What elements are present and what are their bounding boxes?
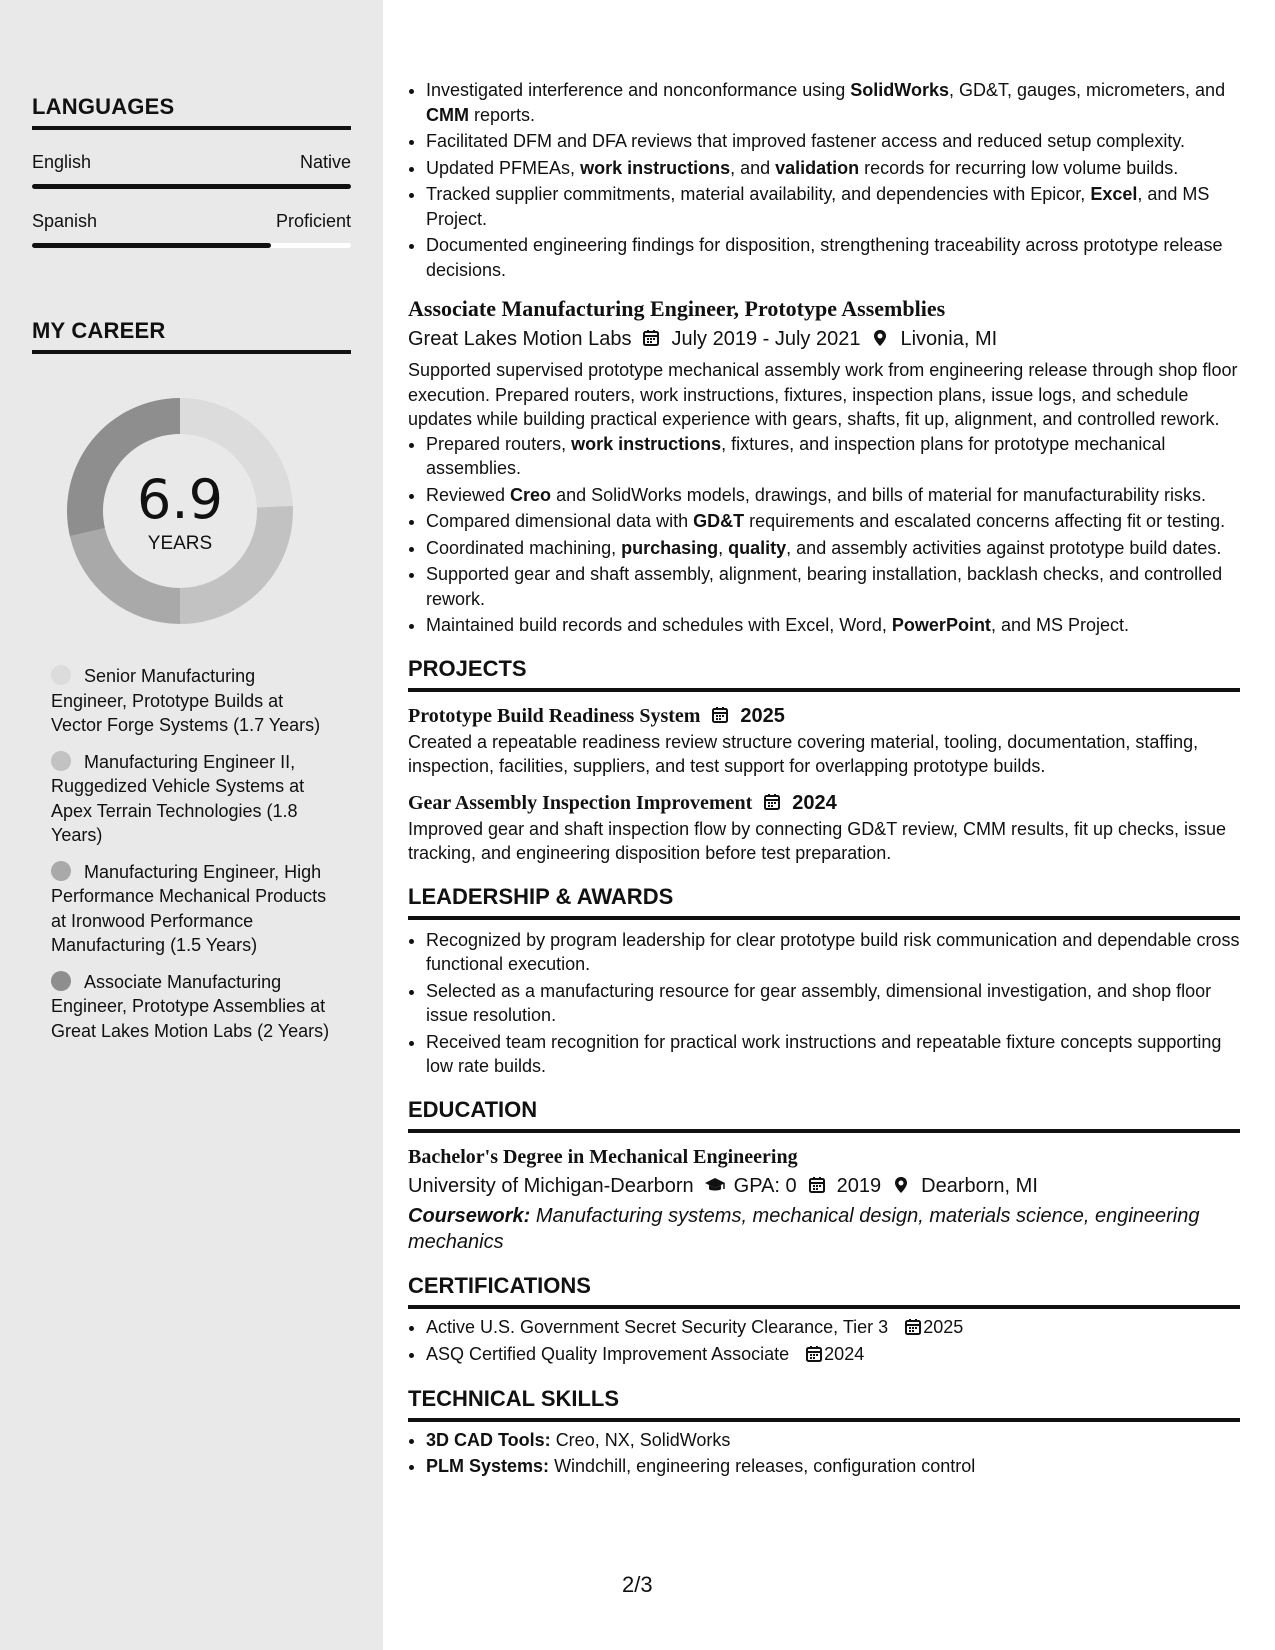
bullet-item: • Supported gear and shaft assembly, alignment, bearing installation, backlash checks, and controlled rework. — [426, 562, 1240, 611]
project-year: 2024 — [792, 791, 837, 814]
certification-item — [426, 1315, 1240, 1341]
job-bullets — [408, 432, 1240, 638]
skills-heading: TECHNICAL SKILLS — [408, 1384, 1240, 1422]
coursework-text: Manufacturing systems, mechanical design, materials science, engineering mechanics — [408, 1204, 1200, 1253]
job-dates: July 2019 - July 2021 — [671, 328, 861, 350]
bullet-item: • Coordinated machining, purchasing, quality, and assembly activities against prototype build dates. — [426, 536, 1240, 561]
sidebar-content — [32, 94, 351, 1055]
career-legend-text: Senior Manufacturing Engineer, Prototype Builds at Vector Forge Systems (1.7 Years) — [51, 666, 321, 735]
languages-heading: LANGUAGES — [32, 94, 351, 130]
calendar-icon — [710, 702, 730, 730]
career-section — [32, 318, 351, 1043]
career-legend-item — [51, 970, 331, 1044]
bullet-item: • Prepared routers, work instructions, fixtures, and inspection plans for prototype mechanical assemblies. — [426, 432, 1240, 481]
previous-job-bullets — [408, 78, 1240, 282]
languages-list — [32, 152, 351, 248]
leadership-list — [408, 928, 1240, 1079]
bullet-item: • Reviewed Creo and SolidWorks models, drawings, and bills of material for manufacturability risks. — [426, 483, 1240, 508]
certification-name: Active U.S. Government Secret Security Clearance, Tier 3 — [426, 1316, 889, 1337]
donut-center — [65, 396, 295, 555]
calendar-icon — [641, 324, 661, 354]
skill-label: 3D CAD Tools: — [426, 1429, 551, 1450]
skill-item — [426, 1428, 1240, 1453]
legend-dot — [51, 665, 71, 685]
skill-label: PLM Systems: — [426, 1456, 550, 1476]
job-company: Great Lakes Motion Labs — [408, 328, 632, 350]
coursework-label: Coursework: — [408, 1204, 531, 1227]
bullet-item: • Compared dimensional data with GD&T requirements and escalated concerns affecting fit or testing. — [426, 509, 1240, 534]
career-total-years: 6.9 — [137, 468, 223, 531]
job-meta — [408, 324, 1240, 354]
certification-year: 2025 — [923, 1316, 964, 1337]
language-row — [32, 211, 351, 233]
career-heading: MY CAREER — [32, 318, 351, 354]
job-summary: Supported supervised prototype mechanical assembly work from engineering release through shop floor execution. Prepared routers, work instructions, fixtures, inspection plans, issue logs, and schedule updates while building practical experience with gears, shafts, fit up, alignment, and controlled rework. — [408, 360, 1238, 429]
calendar-icon — [762, 789, 782, 817]
language-level: Proficient — [275, 211, 351, 231]
career-unit-label: YEARS — [147, 533, 213, 554]
career-donut-chart — [65, 396, 295, 626]
skills-list — [408, 1428, 1240, 1479]
bullet-item: • Received team recognition for practical work instructions and repeatable fixture concepts supporting low rate builds. — [426, 1030, 1240, 1079]
bullet-item: • Tracked supplier commitments, material availability, and dependencies with Epicor, Excel, and MS Project. — [426, 182, 1240, 231]
certifications-heading: CERTIFICATIONS — [408, 1271, 1240, 1309]
education-heading: EDUCATION — [408, 1095, 1240, 1133]
language-name: English — [32, 152, 92, 172]
sidebar — [0, 0, 383, 1650]
coursework — [408, 1203, 1240, 1255]
projects-list — [408, 702, 1240, 866]
project-title: Prototype Build Readiness System — [408, 704, 701, 727]
legend-dot — [51, 861, 71, 881]
career-legend — [51, 664, 331, 1043]
career-legend-item — [51, 664, 331, 738]
project-title-row — [408, 702, 1240, 730]
project-description: Improved gear and shaft inspection flow by connecting GD&T review, CMM results, fit up checks, issue tracking, and engineering disposition before test preparation. — [408, 818, 1227, 863]
legend-dot — [51, 971, 71, 991]
job-title: Associate Manufacturing Engineer, Prototype Assemblies — [408, 296, 946, 321]
project-item — [408, 702, 1240, 779]
project-title-row — [408, 789, 1240, 817]
project-title: Gear Assembly Inspection Improvement — [408, 791, 753, 814]
projects-heading: PROJECTS — [408, 654, 1240, 692]
education-location: Dearborn, MI — [921, 1174, 1038, 1197]
project-year: 2025 — [740, 704, 785, 727]
language-name: Spanish — [32, 211, 98, 231]
map-pin-icon — [891, 1171, 911, 1201]
education-year: 2019 — [836, 1174, 882, 1197]
bullet-item: • Documented engineering findings for disposition, strengthening traceability across prototype release decisions. — [426, 233, 1240, 282]
bullet-item: • Investigated interference and nonconformance using SolidWorks, GD&T, gauges, micrometers, and CMM reports. — [426, 78, 1240, 127]
career-legend-text: Manufacturing Engineer II, Ruggedized Vehicle Systems at Apex Terrain Technologies (1.8 Years) — [51, 751, 305, 845]
career-legend-text: Associate Manufacturing Engineer, Prototype Assemblies at Great Lakes Motion Labs (2 Years) — [51, 971, 330, 1041]
job-location: Livonia, MI — [900, 328, 998, 350]
language-proficiency-bar — [32, 184, 351, 189]
career-legend-item — [51, 860, 331, 958]
certification-name: ASQ Certified Quality Improvement Associate — [426, 1344, 790, 1364]
language-proficiency-fill — [32, 243, 271, 248]
language-item — [32, 211, 351, 248]
calendar-icon — [807, 1171, 827, 1201]
career-legend-text: Manufacturing Engineer, High Performance Mechanical Products at Ironwood Performance Manufacturing (1.5 Years) — [51, 861, 327, 955]
bullet-item: • Selected as a manufacturing resource for gear assembly, dimensional investigation, and shop floor issue resolution. — [426, 979, 1240, 1028]
language-proficiency-fill — [32, 184, 351, 189]
certification-item — [426, 1342, 1240, 1368]
bullet-item: • Updated PFMEAs, work instructions, and validation records for recurring low volume builds. — [426, 156, 1240, 181]
project-item — [408, 789, 1240, 866]
calendar-icon — [804, 1343, 824, 1368]
project-description: Created a repeatable readiness review structure covering material, tooling, documentation, staffing, inspection, facilities, suppliers, and test support for overlapping prototype builds. — [408, 731, 1199, 776]
education-gpa: GPA: 0 — [733, 1174, 797, 1197]
graduation-cap-icon — [704, 1171, 724, 1201]
skill-value: Creo, NX, SolidWorks — [555, 1429, 731, 1450]
bullet-item: • Recognized by program leadership for clear prototype build risk communication and dependable cross functional execution. — [426, 928, 1240, 977]
education-meta — [408, 1171, 1240, 1201]
main-content — [408, 78, 1240, 1481]
bullet-item: • Facilitated DFM and DFA reviews that improved fastener access and reduced setup complexity. — [426, 129, 1240, 154]
certifications-list — [408, 1315, 1240, 1368]
language-row — [32, 152, 351, 174]
education-degree: Bachelor's Degree in Mechanical Engineering — [408, 1145, 798, 1168]
career-legend-item — [51, 750, 331, 848]
skill-item — [426, 1454, 1240, 1479]
map-pin-icon — [870, 324, 890, 354]
certification-year: 2024 — [824, 1344, 865, 1364]
page-number: 2/3 — [622, 1572, 653, 1597]
calendar-icon — [903, 1316, 923, 1341]
skill-value: Windchill, engineering releases, configuration control — [554, 1456, 976, 1476]
education-school: University of Michigan-Dearborn — [408, 1174, 694, 1197]
language-level: Native — [299, 152, 351, 172]
bullet-item: • Maintained build records and schedules with Excel, Word, PowerPoint, and MS Project. — [426, 613, 1240, 638]
language-proficiency-bar — [32, 243, 351, 248]
legend-dot — [51, 751, 71, 771]
language-item — [32, 152, 351, 189]
leadership-heading: LEADERSHIP & AWARDS — [408, 882, 1240, 920]
